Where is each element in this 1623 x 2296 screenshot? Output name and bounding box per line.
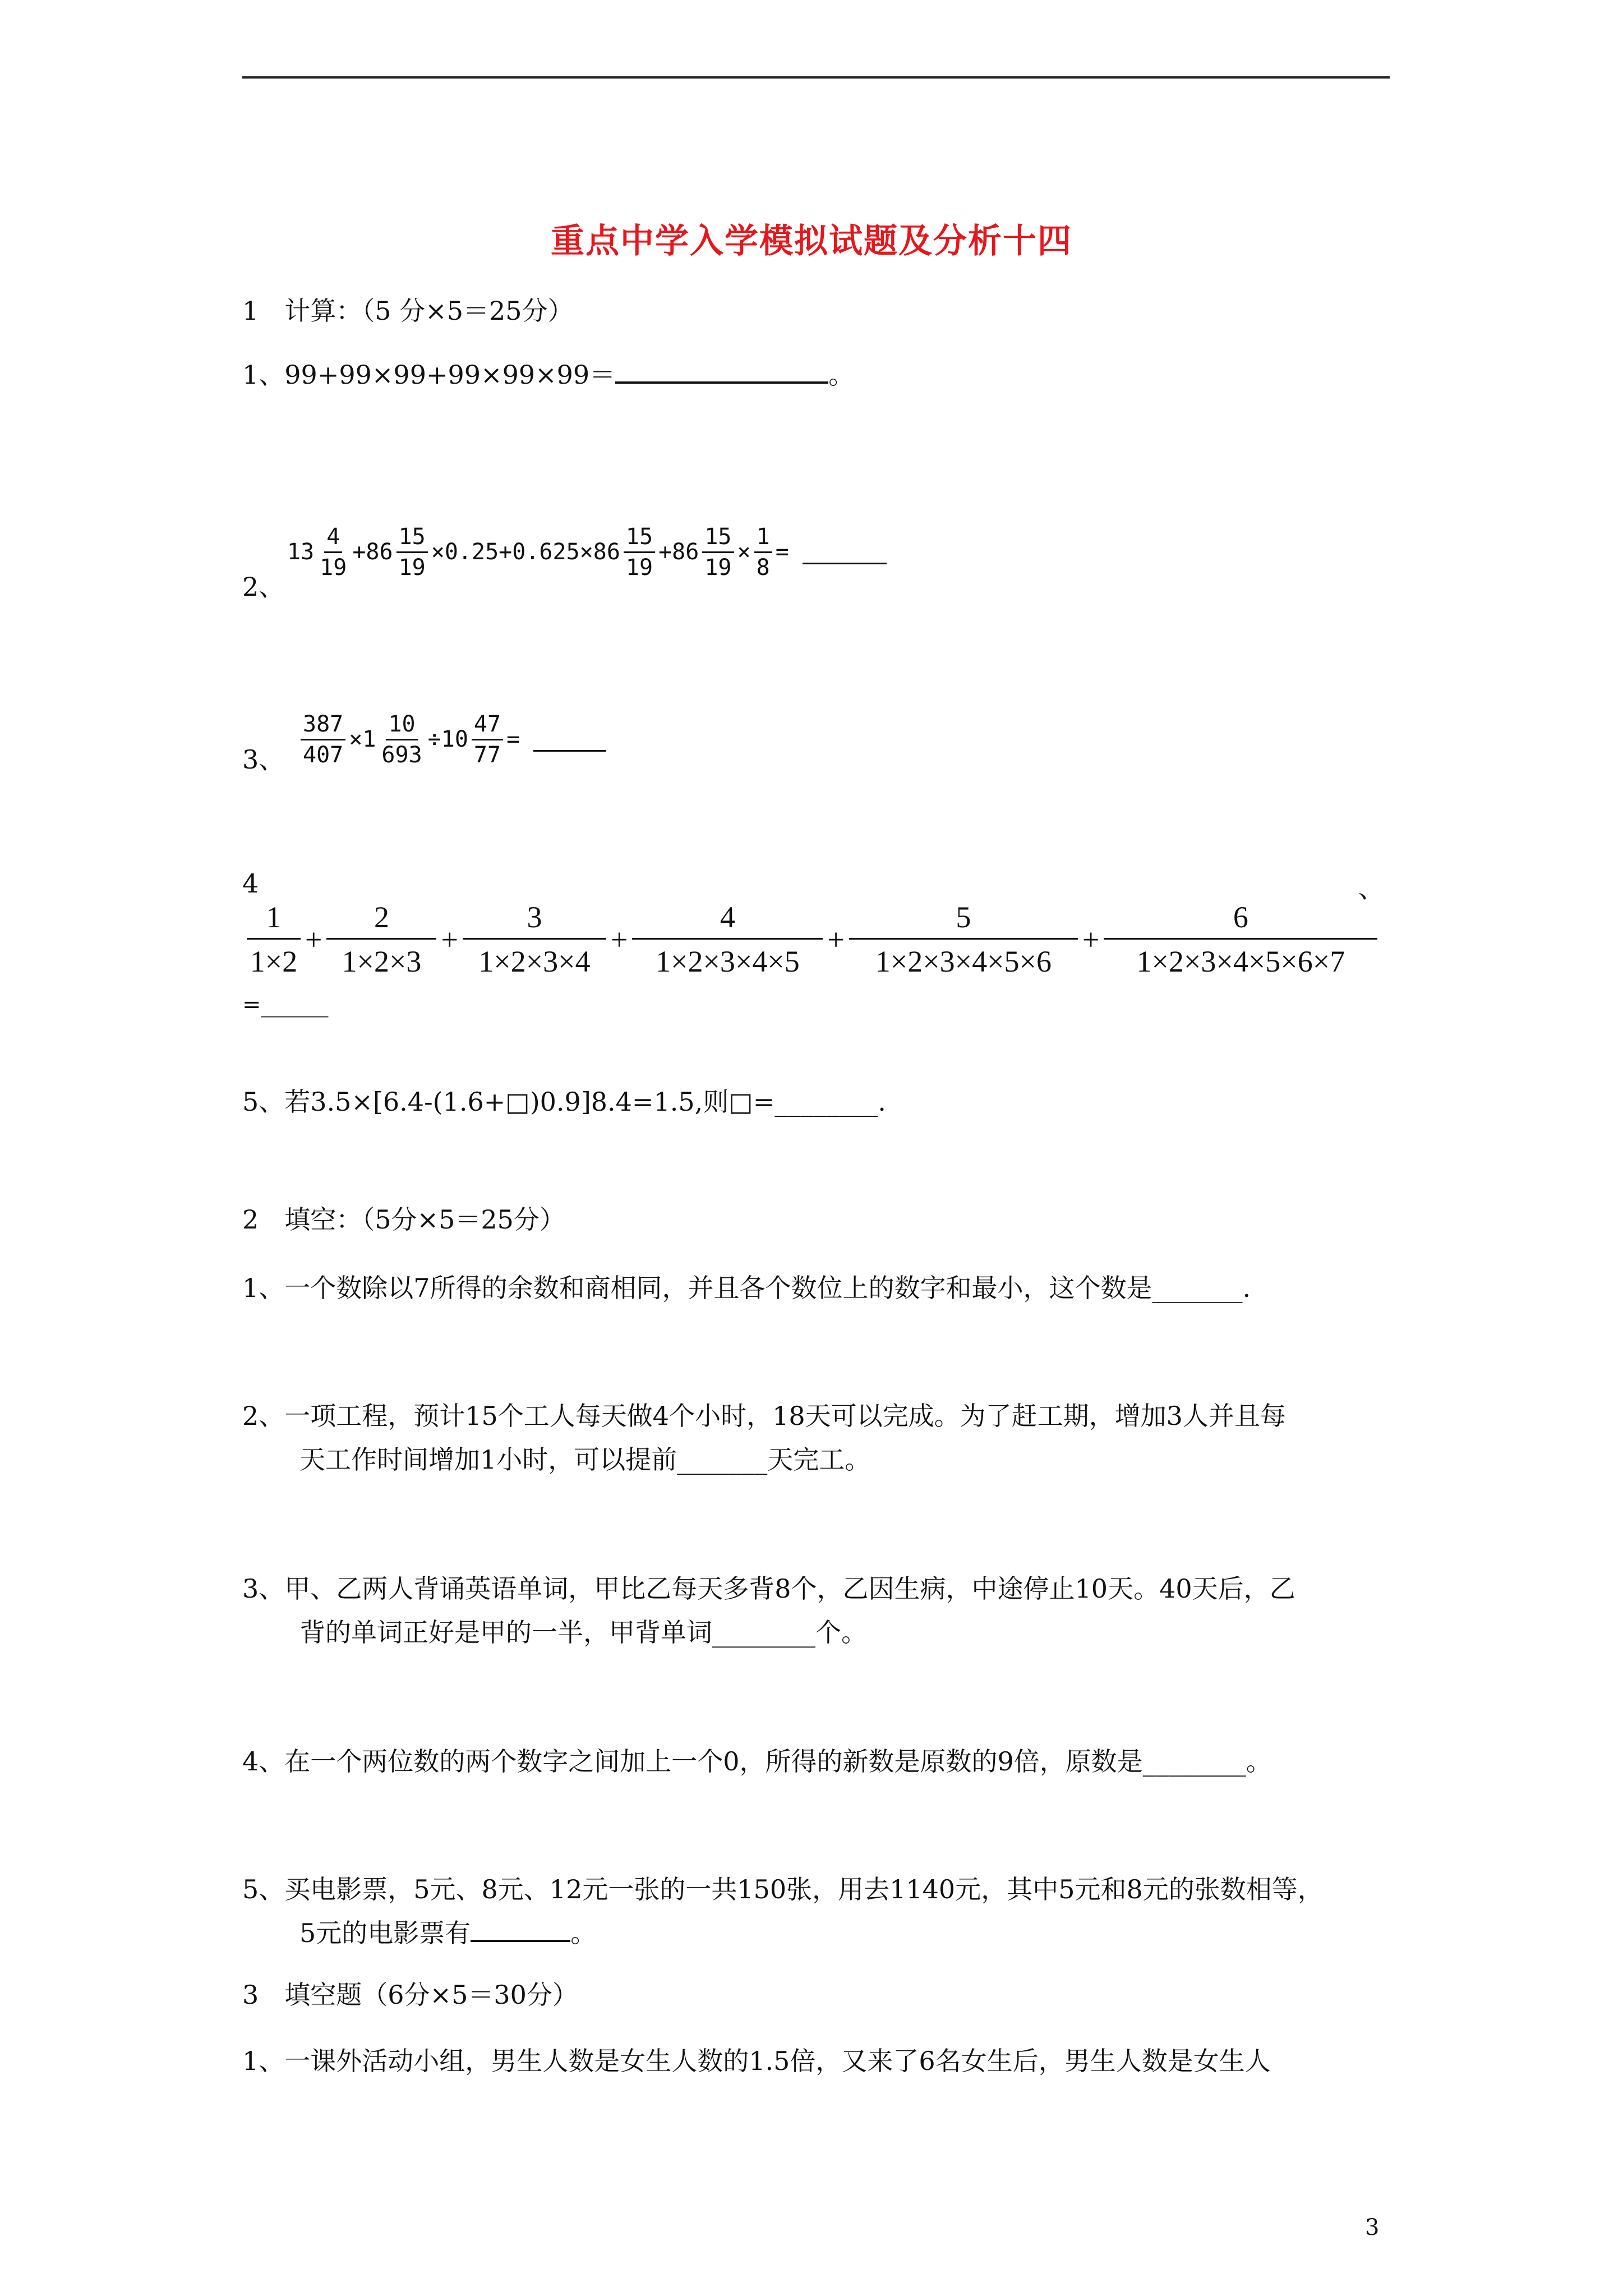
question-1-1 <box>242 355 854 392</box>
series-term-3: $\frac{3}{1\times 2\times 3\times 4}$ <box>463 902 606 977</box>
plus-sign: + <box>1082 922 1100 956</box>
header-rule <box>242 76 1390 79</box>
section-3-heading: 3 填空题（6分×5＝30分） <box>242 1980 578 2010</box>
series-term-1: $\frac{1}{1\times 2}$ <box>247 902 301 977</box>
fraction: $\frac{15}{19}$ <box>702 526 734 579</box>
plus-sign: + <box>827 922 845 956</box>
question-2-5-line-2 <box>299 1913 596 1950</box>
formula-text: ×1 <box>349 726 376 752</box>
question-text: 99+99×99+99×99×99＝ <box>284 360 616 390</box>
series-formula <box>247 902 1377 977</box>
question-tail: 。 <box>570 1918 597 1948</box>
formula-text: +86 <box>352 539 393 565</box>
fraction: $\frac{10}{693}$ <box>381 711 422 768</box>
fraction: $\frac{387}{407}$ <box>301 713 345 766</box>
question-1-2-label: 2、 <box>242 572 285 602</box>
answer-blank <box>533 728 606 752</box>
plus-sign: + <box>441 922 458 956</box>
formula-text: = <box>506 726 520 752</box>
question-2-1: 1、一个数除以7所得的余数和商相同，并且各个数位上的数字和最小，这个数是_______. <box>242 1273 1251 1303</box>
question-1-3-formula <box>297 694 606 784</box>
question-1-4-equals: =______ <box>242 992 329 1018</box>
question-2-3-line-1: 3、甲、乙两人背诵英语单词，甲比乙每天多背8个，乙因生病，中途停止10天。40天后，乙 <box>242 1573 1295 1604</box>
page-number: 3 <box>1365 2215 1380 2240</box>
question-tail: 。 <box>828 360 855 390</box>
section-2-heading: 2 填空：（5分×5＝25分） <box>242 1204 565 1235</box>
plus-sign: + <box>610 922 628 956</box>
formula-text: × <box>737 539 751 565</box>
answer-blank <box>615 356 828 384</box>
answer-blank <box>471 1914 570 1942</box>
series-term-4: $\frac{4}{1\times 2\times 3\times 4\times 5}$ <box>632 902 823 977</box>
fraction: $\frac{47}{77}$ <box>472 713 503 766</box>
fraction: $\frac{15}{19}$ <box>624 526 655 579</box>
formula-text: ÷10 <box>427 726 468 752</box>
answer-blank <box>803 540 887 564</box>
question-1-5: 5、若3.5×[6.4-(1.6+□)0.9]8.4=1.5,则□=________. <box>242 1087 886 1117</box>
question-2-2-line-2: 天工作时间增加1小时，可以提前_______天完工。 <box>299 1444 871 1475</box>
question-2-5-line-1: 5、买电影票，5元、8元、12元一张的一共150张，用去1140元，其中5元和8元的张数相等， <box>242 1874 1324 1904</box>
formula-text: = <box>775 539 789 565</box>
section-1-heading: 1 计算：（5 分×5＝25分） <box>242 296 574 326</box>
series-term-6: $\frac{6}{1\times 2\times 3\times 4\times 5\times 6\times 7}$ <box>1104 902 1377 977</box>
series-term-2: $\frac{2}{1\times 2\times 3}$ <box>326 902 436 977</box>
question-1-4-comma: 、 <box>1358 873 1384 904</box>
page-title: 重点中学入学模拟试题及分析十四 <box>551 222 1072 261</box>
formula-text: ×0.25+0.625×86 <box>431 539 620 565</box>
question-2-3-line-2: 背的单词正好是甲的一半，甲背单词________个。 <box>299 1617 867 1648</box>
fraction: $\frac{15}{19}$ <box>396 526 428 579</box>
question-1-3-label: 3、 <box>242 744 285 775</box>
formula-text: 13 <box>287 539 315 565</box>
series-term-5: $\frac{5}{1\times 2\times 3\times 4\times 5\times 6}$ <box>849 902 1078 977</box>
question-3-1: 1、一课外活动小组，男生人数是女生人数的1.5倍，又来了6名女生后，男生人数是女生人 <box>242 2046 1271 2076</box>
question-text: 5元的电影票有 <box>299 1918 471 1948</box>
fraction: $\frac{1}{8}$ <box>754 526 772 579</box>
formula-text: +86 <box>658 539 699 565</box>
question-2-4: 4、在一个两位数的两个数字之间加上一个0，所得的新数是原数的9倍，原数是________。 <box>242 1746 1272 1777</box>
question-1-4-label: 4 <box>242 868 259 899</box>
question-label: 1、 <box>242 360 285 390</box>
fraction: $\frac{4}{19}$ <box>320 523 347 581</box>
question-2-2-line-1: 2、一项工程，预计15个工人每天做4个小时，18天可以完成。为了赶工期，增加3人并且每 <box>242 1401 1286 1431</box>
plus-sign: + <box>305 922 322 956</box>
question-1-2-formula <box>287 507 887 597</box>
